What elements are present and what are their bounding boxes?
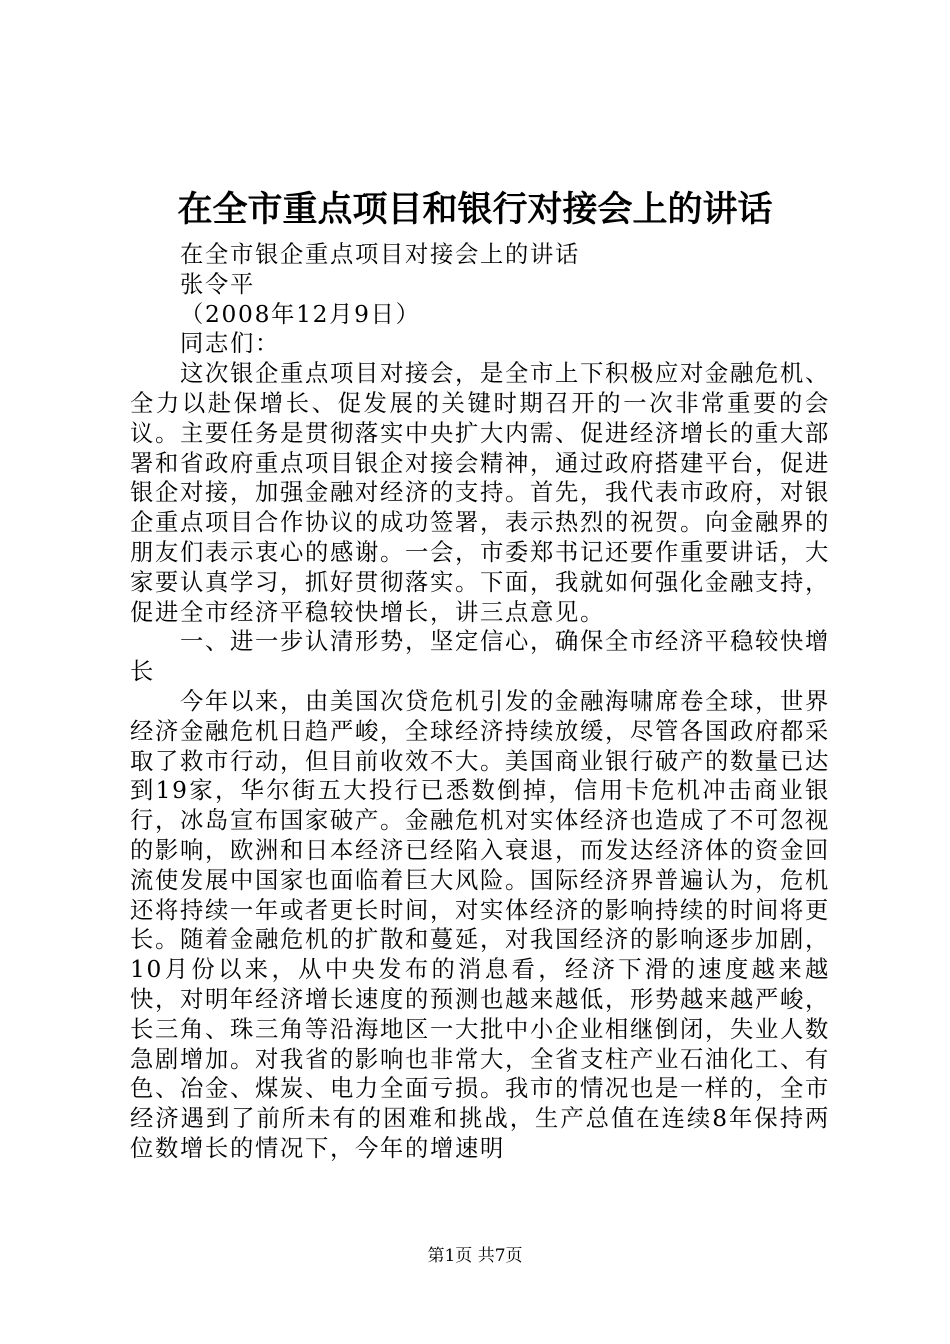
date: （2008年12月9日）: [180, 300, 421, 328]
paragraph-situation: 今年以来，由美国次贷危机引发的金融海啸席卷全球，世界经济金融危机日趋严峻，全球经济持续放缓，尽管各国政府都采取了救市行动，但目前收效不大。美国商业银行破产的数量已达到19家，华尔街五大投行已悉数倒掉，信用卡危机冲击商业银行，冰岛宣布国家破产。金融危机对实体经济也造成了不可忽视的影响，欧洲和日本经济已经陷入衰退，而发达经济体的资金回流使发展中国家也面临着巨大风险。国际经济界普遍认为，危机还将持续一年或者更长时间，对实体经济的影响持续的时间将更长。随着金融危机的扩散和蔓延，对我国经济的影响逐步加剧，10月份以来，从中央发布的消息看，经济下滑的速度越来越快，对明年经济增长速度的预测也越来越低，形势越来越严峻，长三角、珠三角等沿海地区一大批中小企业相继倒闭，失业人数急剧增加。对我省的影响也非常大，全省支柱产业石油化工、有色、冶金、煤炭、电力全面亏损。我市的情况也是一样的，全市经济遇到了前所未有的困难和挑战，生产总值在连续8年保持两位数增长的情况下，今年的增速明: [130, 687, 830, 1162]
page-number: 第1页 共7页: [427, 1246, 523, 1266]
subtitle: 在全市银企重点项目对接会上的讲话: [180, 241, 580, 268]
salutation: 同志们：: [180, 330, 280, 358]
section-heading-1: 一、进一步认清形势，坚定信心，确保全市经济平稳较快增长: [130, 628, 830, 686]
author: 张令平: [180, 270, 255, 298]
document-title: 在全市重点项目和银行对接会上的讲话: [177, 189, 773, 230]
paragraph-intro: 这次银企重点项目对接会，是全市上下积极应对金融危机、全力以赴保增长、促发展的关键时期召开的一次非常重要的会议。主要任务是贯彻落实中央扩大内需、促进经济增长的重大部署和省政府重点项目银企对接会精神，通过政府搭建平台，促进银企对接，加强金融对经济的支持。首先，我代表市政府，对银企重点项目合作协议的成功签署，表示热烈的祝贺。向金融界的朋友们表示衷心的感谢。一会，市委郑书记还要作重要讲话，大家要认真学习，抓好贯彻落实。下面，我就如何强化金融支持，促进全市经济平稳较快增长，讲三点意见。: [130, 360, 830, 626]
document-body: [130, 240, 830, 1164]
